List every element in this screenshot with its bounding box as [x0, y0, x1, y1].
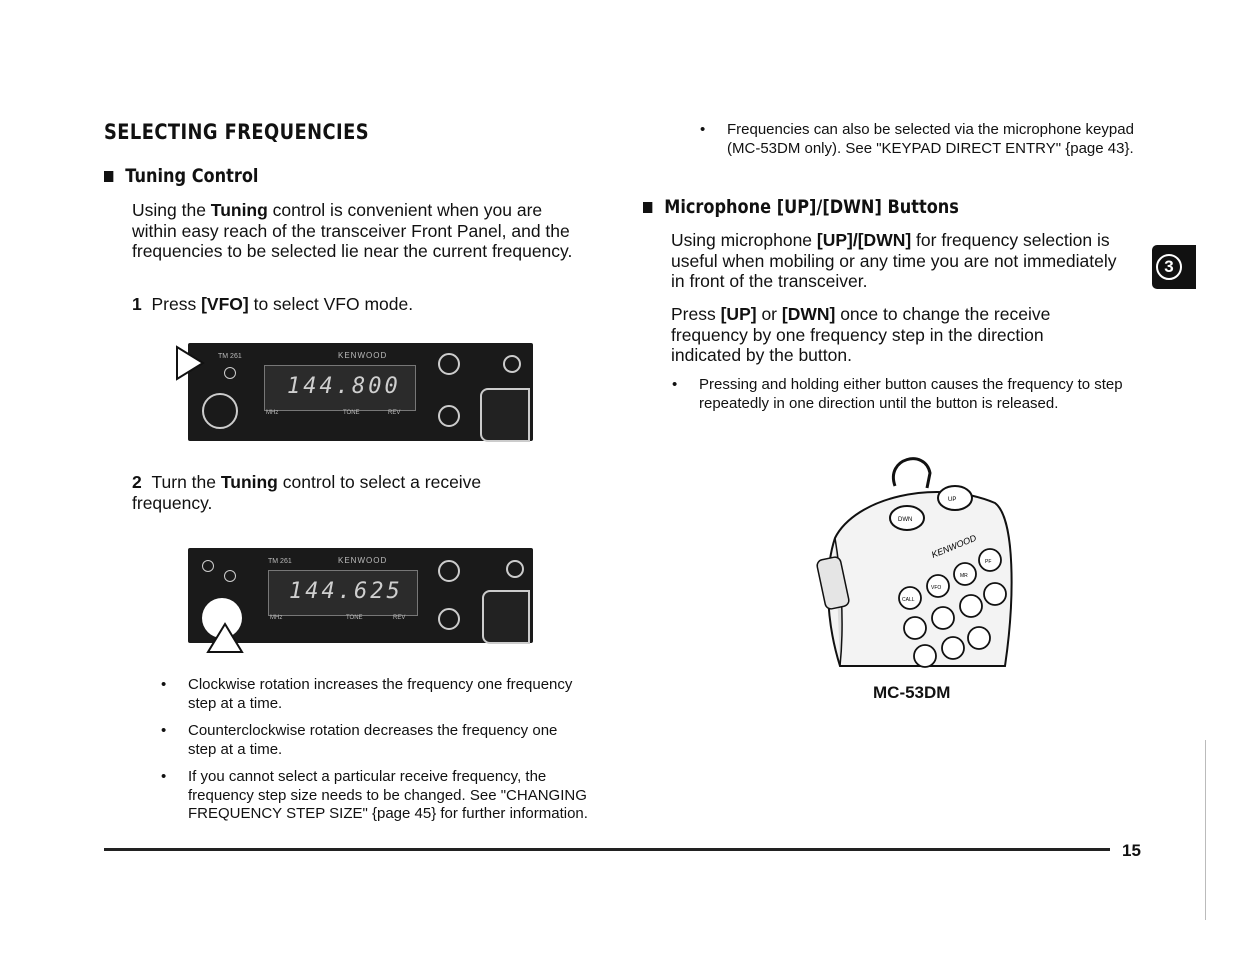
- subsection-title-tuning: Tuning Control: [104, 165, 258, 187]
- frequency-display: [268, 570, 418, 616]
- page-edge-line: [1205, 740, 1206, 920]
- svg-text:VFO: VFO: [931, 585, 942, 591]
- pointer-arrow-icon: [204, 622, 246, 654]
- pointer-arrow-icon: [175, 343, 215, 383]
- page-number: 15: [1122, 841, 1141, 860]
- frequency-readout: 144.625: [289, 579, 403, 604]
- mic-brand: KENWOOD: [930, 532, 978, 560]
- bullet-clockwise: • Clockwise rotation increases the frequency one frequency step at a time.: [161, 676, 573, 712]
- svg-text:PF: PF: [985, 559, 992, 565]
- mic-paragraph-2: Press [UP] or [DWN] once to change the receive frequency by one frequency step in the direction indicated by the button.: [671, 304, 1051, 365]
- radio-model: TM 261: [218, 353, 242, 360]
- vfo-key: [224, 367, 236, 379]
- bullet-keypad-entry: • Frequencies can also be selected via the microphone keypad (MC-53DM only). See "KEYPAD DIRECT ENTRY" {page 43}.: [700, 121, 1134, 157]
- step-1: 1 Press [VFO] to select VFO mode.: [132, 294, 414, 314]
- radio-brand: KENWOOD: [338, 351, 388, 360]
- chapter-tab: [1152, 245, 1196, 289]
- squelch-knob: [438, 405, 460, 427]
- volume-knob: [438, 353, 460, 375]
- mic-connector: [482, 590, 530, 644]
- mic-caption: MC-53DM: [873, 683, 951, 702]
- power-button: [503, 355, 521, 373]
- svg-text:DWN: DWN: [898, 517, 913, 523]
- footer-rule: [104, 848, 1110, 851]
- svg-text:MR: MR: [960, 573, 968, 579]
- bullet-counterclockwise: • Counterclockwise rotation decreases the frequency one step at a time.: [161, 722, 558, 758]
- tuning-knob: [202, 393, 238, 429]
- frequency-display: [264, 365, 416, 411]
- microphone-illustration: [815, 448, 1015, 668]
- transceiver-panel-vfo: TM 261 KENWOOD 144.800 MHz TONE REV: [188, 343, 533, 441]
- step-2: 2 Turn the Tuning control to select a receive frequency.: [132, 472, 482, 513]
- bullet-press-hold: • Pressing and holding either button causes the frequency to step repeatedly in one direction until the button is released.: [672, 376, 1123, 412]
- mic-paragraph-1: Using microphone [UP]/[DWN] for frequency selection is useful when mobiling or any time you are not immediately in front of the transceiver.: [671, 230, 1117, 291]
- chapter-number: 3: [1156, 254, 1182, 280]
- intro-paragraph: Using the Tuning control is convenient when you are within easy reach of the transceiver Front Panel, and the frequencies to be selected lie near the current frequency.: [132, 200, 573, 261]
- frequency-readout: 144.800: [287, 374, 401, 399]
- section-title: SELECTING FREQUENCIES: [104, 120, 369, 144]
- transceiver-panel-tuning: TM 261 KENWOOD 144.625 MHz TONE REV: [188, 548, 533, 643]
- bullet-square: [643, 202, 652, 213]
- svg-text:CALL: CALL: [902, 597, 915, 603]
- svg-text:UP: UP: [948, 497, 957, 503]
- mic-connector: [480, 388, 530, 442]
- bullet-square: [104, 171, 113, 182]
- subsection-title-microphone: Microphone [UP]/[DWN] Buttons: [643, 196, 959, 218]
- bullet-step-size: • If you cannot select a particular receive frequency, the frequency step size needs to be changed. See "CHANGING FREQUENCY STEP SIZE" {page 45} for further information.: [161, 768, 588, 822]
